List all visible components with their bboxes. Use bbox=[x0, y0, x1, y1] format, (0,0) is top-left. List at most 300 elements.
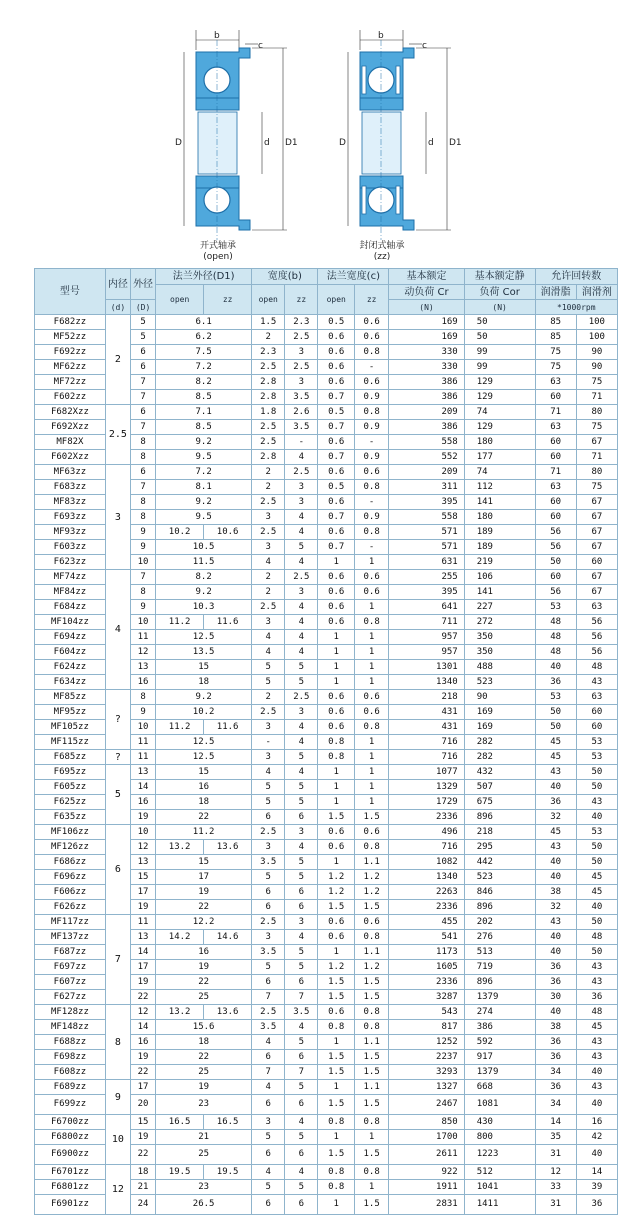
zz-caption bbox=[332, 241, 432, 263]
cell-grease: 75 bbox=[535, 360, 576, 375]
cell-c-open: 0.6 bbox=[318, 345, 355, 360]
cell-c-zz: 1 bbox=[355, 600, 389, 615]
cell-cor: 180 bbox=[464, 510, 535, 525]
cell-model: F6800zz bbox=[35, 1130, 106, 1145]
cell-c-open: 0.7 bbox=[318, 450, 355, 465]
cell-model: MF63zz bbox=[35, 465, 106, 480]
cell-grease: 60 bbox=[535, 450, 576, 465]
cell-oil: 16 bbox=[576, 1115, 617, 1130]
header-model: 型号 bbox=[35, 269, 106, 315]
cell-fo-open: 10.2 bbox=[156, 705, 252, 720]
cell-c-zz: 0.8 bbox=[355, 720, 389, 735]
cell-od: 10 bbox=[131, 555, 156, 570]
cell-cor: 74 bbox=[464, 405, 535, 420]
cell-c-zz: 1 bbox=[355, 555, 389, 570]
cell-c-open: 0.6 bbox=[318, 435, 355, 450]
cell-fo-open: 9.2 bbox=[156, 495, 252, 510]
cell-od: 16 bbox=[131, 675, 156, 690]
header-fo-open: open bbox=[156, 285, 204, 315]
cell-od: 16 bbox=[131, 795, 156, 810]
cell-c-zz: - bbox=[355, 435, 389, 450]
cell-model: F686zz bbox=[35, 855, 106, 870]
cell-model: MF105zz bbox=[35, 720, 106, 735]
cell-model: MF126zz bbox=[35, 840, 106, 855]
cell-c-open: 0.6 bbox=[318, 840, 355, 855]
cell-w-open: 1.5 bbox=[252, 315, 285, 330]
cell-cor: 189 bbox=[464, 525, 535, 540]
cell-cor: 272 bbox=[464, 615, 535, 630]
cell-c-zz: 1 bbox=[355, 1180, 389, 1195]
cell-c-zz: 1.5 bbox=[355, 810, 389, 825]
cell-oil: 75 bbox=[576, 480, 617, 495]
cell-w-open: 5 bbox=[252, 870, 285, 885]
cell-oil: 60 bbox=[576, 555, 617, 570]
cell-c-zz: 1.2 bbox=[355, 885, 389, 900]
cell-w-zz: 4 bbox=[285, 1165, 318, 1180]
table-row bbox=[35, 750, 618, 765]
cell-w-open: 3 bbox=[252, 930, 285, 945]
cell-w-open: 3 bbox=[252, 510, 285, 525]
cell-fo-zz: 14.6 bbox=[204, 930, 252, 945]
header-w-zz: zz bbox=[285, 285, 318, 315]
cell-w-open: 3 bbox=[252, 540, 285, 555]
cell-w-zz: 5 bbox=[285, 780, 318, 795]
cell-cr: 1082 bbox=[389, 855, 464, 870]
cell-fo-open: 9.5 bbox=[156, 450, 252, 465]
cell-cor: 592 bbox=[464, 1035, 535, 1050]
cell-od: 22 bbox=[131, 990, 156, 1005]
cell-cor: 668 bbox=[464, 1080, 535, 1095]
cell-cr: 255 bbox=[389, 570, 464, 585]
cell-oil: 40 bbox=[576, 1065, 617, 1080]
cell-od: 11 bbox=[131, 750, 156, 765]
cell-oil: 48 bbox=[576, 930, 617, 945]
dim-D1-zz: D1 bbox=[449, 138, 462, 148]
cell-c-zz: 1.1 bbox=[355, 945, 389, 960]
cell-w-open: 2.5 bbox=[252, 705, 285, 720]
cell-cor: 1041 bbox=[464, 1180, 535, 1195]
cell-w-open: 4 bbox=[252, 630, 285, 645]
cell-w-zz: 5 bbox=[285, 870, 318, 885]
cell-w-open: 3 bbox=[252, 720, 285, 735]
cell-w-open: 6 bbox=[252, 975, 285, 990]
cell-w-zz: 5 bbox=[285, 960, 318, 975]
cell-c-open: 0.8 bbox=[318, 1115, 355, 1130]
cell-fo-open: 9.5 bbox=[156, 510, 252, 525]
table-row bbox=[35, 570, 618, 585]
cell-od: 7 bbox=[131, 375, 156, 390]
cell-bore-group: 7 bbox=[105, 915, 130, 1005]
cell-model: F682zz bbox=[35, 315, 106, 330]
cell-c-open: 0.7 bbox=[318, 420, 355, 435]
cell-c-zz: 1.5 bbox=[355, 1195, 389, 1215]
cell-grease: 30 bbox=[535, 990, 576, 1005]
cell-c-zz: 1 bbox=[355, 765, 389, 780]
cell-cr: 218 bbox=[389, 690, 464, 705]
cell-c-zz: 1.5 bbox=[355, 1095, 389, 1115]
cell-cor: 276 bbox=[464, 930, 535, 945]
cell-w-zz: 3 bbox=[285, 495, 318, 510]
cell-oil: 71 bbox=[576, 450, 617, 465]
cell-fo-open: 21 bbox=[156, 1130, 252, 1145]
cell-c-open: 0.8 bbox=[318, 1165, 355, 1180]
cell-fo-open: 8.2 bbox=[156, 375, 252, 390]
cell-w-open: - bbox=[252, 735, 285, 750]
cell-grease: 63 bbox=[535, 375, 576, 390]
cell-w-zz: 6 bbox=[285, 1050, 318, 1065]
cell-grease: 75 bbox=[535, 345, 576, 360]
cell-cr: 431 bbox=[389, 705, 464, 720]
cell-cor: 90 bbox=[464, 690, 535, 705]
cell-grease: 32 bbox=[535, 810, 576, 825]
cell-grease: 60 bbox=[535, 495, 576, 510]
cell-w-open: 4 bbox=[252, 555, 285, 570]
cell-oil: 53 bbox=[576, 750, 617, 765]
cell-od: 8 bbox=[131, 585, 156, 600]
cell-cr: 641 bbox=[389, 600, 464, 615]
cell-oil: 53 bbox=[576, 825, 617, 840]
cell-fo-open: 18 bbox=[156, 1035, 252, 1050]
cell-cr: 169 bbox=[389, 330, 464, 345]
cell-fo-zz: 16.5 bbox=[204, 1115, 252, 1130]
cell-cor: 896 bbox=[464, 900, 535, 915]
cell-fo-open: 22 bbox=[156, 1050, 252, 1065]
cell-c-open: 0.6 bbox=[318, 690, 355, 705]
cell-cr: 957 bbox=[389, 645, 464, 660]
cell-cor: 523 bbox=[464, 675, 535, 690]
cell-w-zz: 5 bbox=[285, 1180, 318, 1195]
cell-cor: 282 bbox=[464, 735, 535, 750]
cell-cr: 330 bbox=[389, 360, 464, 375]
cell-c-open: 0.6 bbox=[318, 930, 355, 945]
cell-c-open: 1.5 bbox=[318, 975, 355, 990]
cell-grease: 60 bbox=[535, 570, 576, 585]
cell-od: 12 bbox=[131, 840, 156, 855]
cell-c-open: 0.6 bbox=[318, 495, 355, 510]
cell-cr: 716 bbox=[389, 750, 464, 765]
open-bearing-drawing bbox=[184, 30, 287, 240]
cell-grease: 33 bbox=[535, 1180, 576, 1195]
cell-model: F699zz bbox=[35, 1095, 106, 1115]
cell-oil: 45 bbox=[576, 885, 617, 900]
cell-oil: 90 bbox=[576, 360, 617, 375]
cell-w-zz: - bbox=[285, 435, 318, 450]
cell-w-open: 2 bbox=[252, 480, 285, 495]
cell-c-open: 1.5 bbox=[318, 810, 355, 825]
cell-od: 15 bbox=[131, 870, 156, 885]
cell-cor: 169 bbox=[464, 720, 535, 735]
cell-cor: 432 bbox=[464, 765, 535, 780]
cell-grease: 36 bbox=[535, 975, 576, 990]
cell-fo-zz: 13.6 bbox=[204, 1005, 252, 1020]
cell-oil: 36 bbox=[576, 990, 617, 1005]
cell-model: MF95zz bbox=[35, 705, 106, 720]
cell-c-zz: 1 bbox=[355, 645, 389, 660]
cell-w-open: 2.5 bbox=[252, 420, 285, 435]
cell-grease: 56 bbox=[535, 525, 576, 540]
cell-cor: 50 bbox=[464, 315, 535, 330]
bearing-spec-table bbox=[34, 268, 618, 1215]
cell-grease: 85 bbox=[535, 315, 576, 330]
header-c-open: open bbox=[318, 285, 355, 315]
cell-fo-open: 19 bbox=[156, 885, 252, 900]
header-w-open: open bbox=[252, 285, 285, 315]
cell-c-open: 0.6 bbox=[318, 465, 355, 480]
cell-model: F626zz bbox=[35, 900, 106, 915]
cell-od: 5 bbox=[131, 315, 156, 330]
cell-oil: 90 bbox=[576, 345, 617, 360]
cell-od: 10 bbox=[131, 615, 156, 630]
cell-model: MF128zz bbox=[35, 1005, 106, 1020]
cell-oil: 43 bbox=[576, 795, 617, 810]
cell-cr: 395 bbox=[389, 585, 464, 600]
cell-c-zz: - bbox=[355, 495, 389, 510]
cell-oil: 67 bbox=[576, 525, 617, 540]
header-c-zz: zz bbox=[355, 285, 389, 315]
cell-w-open: 3 bbox=[252, 1115, 285, 1130]
table-row bbox=[35, 825, 618, 840]
cell-grease: 43 bbox=[535, 915, 576, 930]
cell-model: F688zz bbox=[35, 1035, 106, 1050]
cell-fo-open: 10.5 bbox=[156, 540, 252, 555]
header-dyn-load-1: 基本额定 bbox=[389, 269, 464, 285]
header-speed: 允许回转数 bbox=[535, 269, 617, 285]
cell-fo-zz: 11.6 bbox=[204, 720, 252, 735]
cell-fo-open: 12.5 bbox=[156, 630, 252, 645]
cell-c-zz: 1.5 bbox=[355, 1050, 389, 1065]
header-speed-grease: 润滑脂 bbox=[535, 285, 576, 300]
cell-w-zz: 4 bbox=[285, 510, 318, 525]
cell-w-open: 2.5 bbox=[252, 600, 285, 615]
cell-fo-open: 12.5 bbox=[156, 750, 252, 765]
cell-od: 9 bbox=[131, 705, 156, 720]
cell-model: F698zz bbox=[35, 1050, 106, 1065]
cell-model: F685zz bbox=[35, 750, 106, 765]
cell-w-open: 5 bbox=[252, 1130, 285, 1145]
cell-cr: 455 bbox=[389, 915, 464, 930]
cell-bore-group: 9 bbox=[105, 1080, 130, 1115]
cell-grease: 50 bbox=[535, 720, 576, 735]
cell-c-open: 0.7 bbox=[318, 510, 355, 525]
cell-w-open: 6 bbox=[252, 810, 285, 825]
cell-cor: 386 bbox=[464, 1020, 535, 1035]
cell-c-zz: 0.8 bbox=[355, 1020, 389, 1035]
cell-oil: 43 bbox=[576, 1080, 617, 1095]
cell-w-open: 6 bbox=[252, 1195, 285, 1215]
cell-oil: 60 bbox=[576, 720, 617, 735]
cell-od: 9 bbox=[131, 525, 156, 540]
cell-grease: 14 bbox=[535, 1115, 576, 1130]
cell-cr: 209 bbox=[389, 405, 464, 420]
cell-oil: 67 bbox=[576, 570, 617, 585]
cell-w-zz: 2.6 bbox=[285, 405, 318, 420]
cell-od: 6 bbox=[131, 405, 156, 420]
cell-grease: 31 bbox=[535, 1145, 576, 1165]
cell-cor: 350 bbox=[464, 630, 535, 645]
cell-w-open: 2.8 bbox=[252, 375, 285, 390]
cell-w-zz: 3.5 bbox=[285, 390, 318, 405]
cell-grease: 53 bbox=[535, 690, 576, 705]
cell-w-open: 5 bbox=[252, 660, 285, 675]
cell-cr: 386 bbox=[389, 375, 464, 390]
cell-oil: 50 bbox=[576, 855, 617, 870]
cell-c-zz: 0.8 bbox=[355, 345, 389, 360]
cell-fo-open: 13.5 bbox=[156, 645, 252, 660]
cell-fo-open: 11.2 bbox=[156, 720, 204, 735]
cell-c-open: 0.8 bbox=[318, 735, 355, 750]
cell-fo-zz: 11.6 bbox=[204, 615, 252, 630]
cell-od: 19 bbox=[131, 900, 156, 915]
cell-cor: 99 bbox=[464, 345, 535, 360]
cell-grease: 31 bbox=[535, 1195, 576, 1215]
cell-w-open: 2 bbox=[252, 330, 285, 345]
cell-oil: 56 bbox=[576, 630, 617, 645]
cell-c-zz: 0.8 bbox=[355, 1165, 389, 1180]
cell-cr: 1329 bbox=[389, 780, 464, 795]
cell-w-zz: 2.5 bbox=[285, 330, 318, 345]
cell-oil: 67 bbox=[576, 585, 617, 600]
cell-w-zz: 3 bbox=[285, 375, 318, 390]
cell-cr: 571 bbox=[389, 525, 464, 540]
cell-model: MF117zz bbox=[35, 915, 106, 930]
cell-grease: 50 bbox=[535, 705, 576, 720]
cell-fo-zz: 10.6 bbox=[204, 525, 252, 540]
cell-w-open: 6 bbox=[252, 1145, 285, 1165]
cell-w-open: 5 bbox=[252, 1180, 285, 1195]
cell-od: 15 bbox=[131, 1115, 156, 1130]
cell-bore-group: 5 bbox=[105, 765, 130, 825]
cell-oil: 71 bbox=[576, 390, 617, 405]
cell-model: F6900zz bbox=[35, 1145, 106, 1165]
cell-grease: 56 bbox=[535, 585, 576, 600]
cell-w-open: 4 bbox=[252, 1080, 285, 1095]
cell-c-open: 0.7 bbox=[318, 390, 355, 405]
cell-cor: 50 bbox=[464, 330, 535, 345]
cell-oil: 43 bbox=[576, 975, 617, 990]
cell-cr: 169 bbox=[389, 315, 464, 330]
cell-bore-group: 6 bbox=[105, 825, 130, 915]
cell-cr: 496 bbox=[389, 825, 464, 840]
cell-w-open: 3.5 bbox=[252, 945, 285, 960]
cell-w-zz: 5 bbox=[285, 660, 318, 675]
cell-w-open: 5 bbox=[252, 960, 285, 975]
cell-grease: 71 bbox=[535, 405, 576, 420]
cell-model: MF148zz bbox=[35, 1020, 106, 1035]
cell-c-zz: 0.8 bbox=[355, 1005, 389, 1020]
cell-oil: 43 bbox=[576, 675, 617, 690]
cell-cr: 1173 bbox=[389, 945, 464, 960]
cell-oil: 40 bbox=[576, 1095, 617, 1115]
cell-c-open: 0.8 bbox=[318, 1180, 355, 1195]
cell-cor: 488 bbox=[464, 660, 535, 675]
cell-cr: 558 bbox=[389, 510, 464, 525]
cell-c-open: 1 bbox=[318, 1195, 355, 1215]
cell-w-open: 2 bbox=[252, 570, 285, 585]
cell-grease: 35 bbox=[535, 1130, 576, 1145]
cell-w-zz: 2.5 bbox=[285, 690, 318, 705]
cell-cr: 631 bbox=[389, 555, 464, 570]
cell-fo-open: 22 bbox=[156, 975, 252, 990]
cell-cr: 711 bbox=[389, 615, 464, 630]
cell-fo-open: 15 bbox=[156, 855, 252, 870]
cell-fo-open: 19.5 bbox=[156, 1165, 204, 1180]
cell-cr: 1252 bbox=[389, 1035, 464, 1050]
cell-c-zz: 0.6 bbox=[355, 570, 389, 585]
cell-cor: 513 bbox=[464, 945, 535, 960]
cell-c-open: 1 bbox=[318, 795, 355, 810]
table-row bbox=[35, 405, 618, 420]
cell-cor: 350 bbox=[464, 645, 535, 660]
cell-w-zz: 3 bbox=[285, 705, 318, 720]
cell-w-zz: 6 bbox=[285, 975, 318, 990]
zz-bearing-drawing bbox=[348, 30, 451, 240]
cell-fo-open: 13.2 bbox=[156, 840, 204, 855]
cell-fo-open: 22 bbox=[156, 900, 252, 915]
cell-w-zz: 3 bbox=[285, 480, 318, 495]
cell-grease: 43 bbox=[535, 840, 576, 855]
cell-cr: 2237 bbox=[389, 1050, 464, 1065]
cell-c-open: 1 bbox=[318, 855, 355, 870]
cell-cr: 2336 bbox=[389, 975, 464, 990]
cell-model: F606zz bbox=[35, 885, 106, 900]
cell-model: MF83zz bbox=[35, 495, 106, 510]
dim-d-open: d bbox=[264, 138, 270, 148]
cell-oil: 50 bbox=[576, 840, 617, 855]
cell-w-zz: 5 bbox=[285, 945, 318, 960]
cell-fo-open: 18 bbox=[156, 675, 252, 690]
cell-w-zz: 4 bbox=[285, 555, 318, 570]
cell-c-zz: 0.6 bbox=[355, 330, 389, 345]
cell-oil: 42 bbox=[576, 1130, 617, 1145]
cell-grease: 36 bbox=[535, 960, 576, 975]
cell-w-zz: 4 bbox=[285, 720, 318, 735]
cell-c-open: 0.6 bbox=[318, 915, 355, 930]
cell-w-open: 2.5 bbox=[252, 495, 285, 510]
cell-model: MF84zz bbox=[35, 585, 106, 600]
cell-fo-open: 22 bbox=[156, 810, 252, 825]
cell-cor: 896 bbox=[464, 975, 535, 990]
cell-cr: 3293 bbox=[389, 1065, 464, 1080]
cell-c-open: 1 bbox=[318, 1035, 355, 1050]
cell-c-zz: - bbox=[355, 540, 389, 555]
cell-w-zz: 5 bbox=[285, 1080, 318, 1095]
cell-oil: 45 bbox=[576, 870, 617, 885]
cell-c-open: 0.8 bbox=[318, 750, 355, 765]
cell-cr: 1301 bbox=[389, 660, 464, 675]
cell-grease: 40 bbox=[535, 855, 576, 870]
cell-cor: 169 bbox=[464, 705, 535, 720]
cell-cor: 507 bbox=[464, 780, 535, 795]
cell-fo-open: 23 bbox=[156, 1180, 252, 1195]
cell-model: F689zz bbox=[35, 1080, 106, 1095]
zz-caption-sub: (zz) bbox=[373, 252, 391, 262]
cell-model: F634zz bbox=[35, 675, 106, 690]
cell-oil: 63 bbox=[576, 690, 617, 705]
cell-grease: 36 bbox=[535, 675, 576, 690]
cell-fo-open: 15 bbox=[156, 660, 252, 675]
cell-cr: 558 bbox=[389, 435, 464, 450]
cell-c-zz: 0.8 bbox=[355, 405, 389, 420]
cell-grease: 71 bbox=[535, 465, 576, 480]
cell-od: 13 bbox=[131, 855, 156, 870]
cell-fo-open: 19 bbox=[156, 1080, 252, 1095]
table-row bbox=[35, 1080, 618, 1095]
cell-od: 8 bbox=[131, 495, 156, 510]
cell-grease: 32 bbox=[535, 900, 576, 915]
cell-od: 19 bbox=[131, 1130, 156, 1145]
cell-bore-group: 2.5 bbox=[105, 405, 130, 465]
cell-w-zz: 6 bbox=[285, 1195, 318, 1215]
